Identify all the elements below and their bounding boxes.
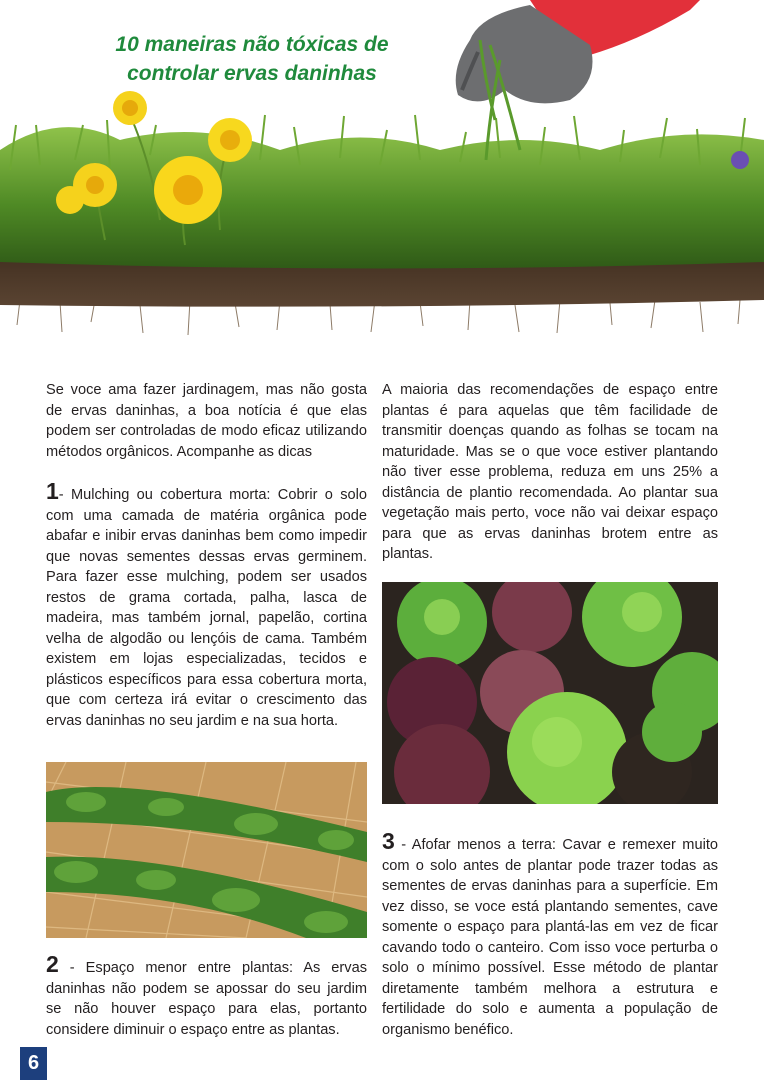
tip-2-paragraph	[46, 951, 367, 1040]
hero-image	[0, 0, 764, 345]
tip-2-number: 2	[46, 951, 59, 977]
tip-2-text: - Espaço menor entre plantas: As ervas daninhas não podem se apossar do seu jardim se não houver espaço para elas, portanto considere diminuir o espaço entre as plantas.	[46, 960, 367, 1038]
purple-flower	[731, 151, 749, 169]
page-number-badge: 6	[20, 1047, 47, 1080]
left-column	[46, 380, 367, 751]
tip-1-number: 1	[46, 478, 59, 504]
tip-2-block	[46, 951, 367, 1040]
tip-3-number: 3	[382, 828, 395, 854]
title-line-2: controlar ervas daninhas	[127, 62, 377, 85]
right-column	[382, 380, 718, 565]
page-title	[62, 30, 442, 88]
tip-2-continued-paragraph: A maioria das recomendações de espaço entre plantas é para aquelas que têm facilidade de transmitir doenças quando as folhas se tocam na maturidade. Mas se o que voce estiver plantando não tiver esse problema, reduza em uns 25% a distância de plantio recomendada. Ao plantar sua vegetação mais perto, voce não vai deixar espaço para que as ervas daninhas brotem entre as plantas.	[382, 382, 718, 562]
intro-paragraph: Se voce ama fazer jardinagem, mas não gosta de ervas daninhas, a boa notícia é que elas podem ser controladas de modo eficaz utilizando métodos orgânicos. Acompanhe as dicas	[46, 382, 367, 460]
tip-3-block	[382, 828, 718, 1040]
tip-3-paragraph	[382, 828, 718, 1040]
grass-mass	[0, 127, 764, 268]
mulch-photo	[46, 762, 367, 938]
tip-3-text: - Afofar menos a terra: Cavar e remexer muito com o solo antes de plantar pode trazer todas as sementes de ervas daninhas para a superfície. Em vez disso, se voce está plantando sementes, cave somente o espaço para plantá-las em vez de ficar cavando todo o canteiro. Com isso voce perturba o solo o mínimo possível. Esse método de plantar diretamente também melhora a estrutura e fertilidade do solo e aumenta a população de organismo benéfico.	[382, 837, 718, 1038]
tip-1-text: - Mulching ou cobertura morta: Cobrir o solo com uma camada de matéria orgânica pode abafar e inibir ervas daninhas bem como impedir que novas sementes dessas ervas germinem. Para fazer esse mulching, podem ser usados restos de grama cortada, palha, lasca de madeira, mas também jornal, papelão, cortina velha de algodão ou lençóis de cama. Também existem em lojas especializadas, tecidos e plásticos específicos para essa cobertura morta, que com certeza irá evitar o crescimento das ervas daninhas no seu jardim e na sua horta.	[46, 487, 367, 729]
tip-1-paragraph	[46, 478, 367, 731]
lettuce-photo	[382, 582, 718, 804]
title-line-1: 10 maneiras não tóxicas de	[115, 33, 389, 56]
